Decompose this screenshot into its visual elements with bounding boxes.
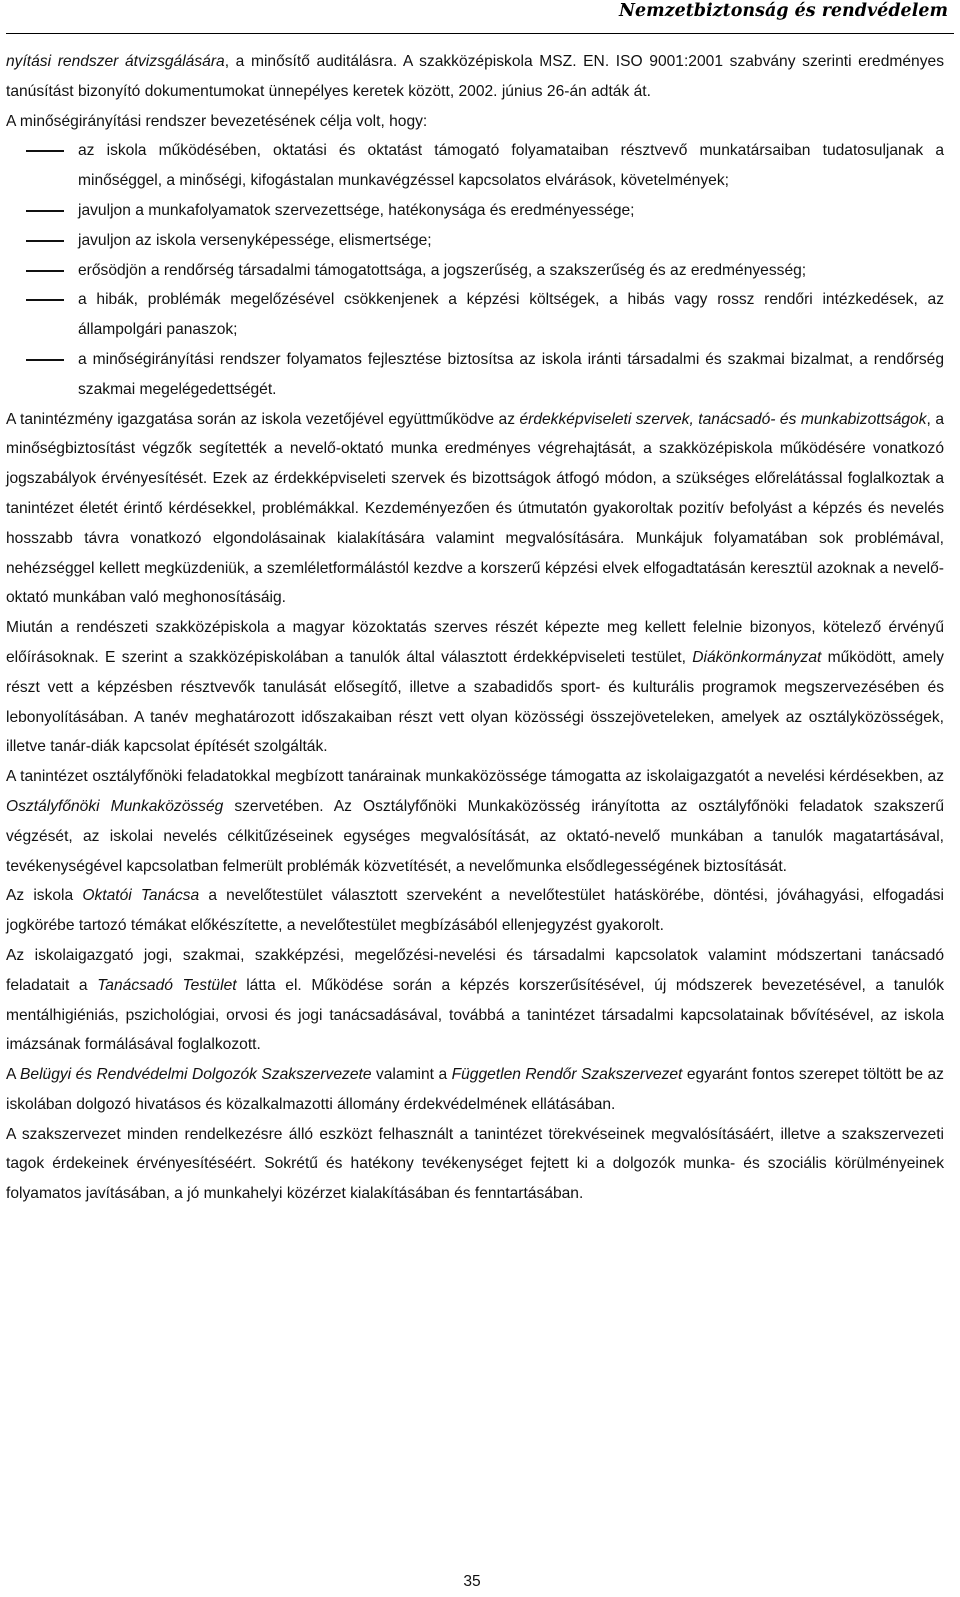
text: látta el. Működése során a képzés korszerűsítésével, új módszerek bevezetésével, a tanulók mentálhigiéniás, pszichológiai, orvosi és jogi tanácsadásával, továbbá a tanintézet társadalmi kapcsolatainak bővítésével, az iskola imázsának formálásával foglalkozott.	[6, 976, 944, 1054]
italic-term: Osztályfőnöki Munkaközösség	[6, 797, 224, 815]
dash-bullet	[26, 210, 64, 212]
paragraph-advisory-board	[6, 941, 944, 1060]
list-item-text: az iskola működésében, oktatási és oktatást támogató folyamataiban résztvevő munkatársaiban tudatosuljanak a minőséggel, a minőségi, kifogástalan munkavégzéssel kapcsolatos elvárások, követelmények;	[78, 142, 944, 190]
goal-list	[6, 136, 944, 404]
text: Az iskola	[6, 887, 83, 905]
page-header	[0, 0, 960, 34]
text: működött, amely részt vett a képzésben résztvevők tanulását elősegítő, illetve a szabadidős sport- és kulturális programok megszervezésében és lebonyolításában. A tanév meghatározott időszakaiban részt vett olyan közösségi összejöveteleken, amelyek az osztályközösségek, illetve tanár-diák kapcsolat építését szolgálták.	[6, 648, 944, 756]
text: egyaránt fontos szerepet töltött be az iskolában dolgozó hivatásos és közalkalmazotti állomány érdekvédelmének ellátásában.	[6, 1066, 944, 1113]
list-item	[6, 136, 944, 196]
dash-bullet	[26, 150, 64, 152]
text: ,	[689, 410, 699, 428]
paragraph-student-government	[6, 613, 944, 762]
goal-lead: A minőségirányítási rendszer bevezetésének célja volt, hogy:	[6, 112, 428, 130]
text: a nevelőtestület választott szerveként a nevelőtestület hatáskörébe, döntési, jóváhagyási, elfogadási jogkörébe tartozó témákat előkészítette, a nevelőtestület megbízásából ellenjegyzést gyakorolt.	[6, 887, 945, 935]
italic-term: érdekképviseleti szervek	[519, 410, 690, 428]
list-item-text: javuljon az iskola versenyképessége, elismertsége;	[78, 231, 432, 249]
text: , a minőségbiztosítást végzők segítették a nevelő-oktató munka eredményes végrehajtását, a szakközépiskola működésére vonatkozó jogszabályok érvényesítését. Ezek az érdekképviseleti szervek és bizottságok átfogó módon, a szükséges előrelátással foglalkoztak a tanintézet életét érintő kérdésekkel, problémákkal. Kezdeményezően és útmutatón gyakoroltak pozitív befolyást a képzés és nevelés hosszabb távra vonatkozó elgondolásainak kialakítására valamint megvalósítására. Munkájuk folyamatában sok problémával, nehézséggel kellett megküzdeniük, a szemléletformálástól kezdve a korszerű képzési elvek elfogadtatásán keresztül azoknak a nevelő-oktató munkában való meghonosításáig.	[6, 410, 944, 607]
intro-text: , a minősítő auditálásra. A szakközépiskola MSZ. EN. ISO 9001:2001 szabvány szerinti eredményes tanúsítást bizonyító dokumentumokat ünnepélyes keretek között, 2002. június 26-án adták át.	[6, 53, 944, 100]
header-title: Nemzetbiztonság és rendvédelem	[619, 1, 948, 21]
paragraph-teaching-council	[6, 881, 944, 941]
list-item-text: a hibák, problémák megelőzésével csökkenjenek a képzési költségek, a hibás vagy rossz rendőri intézkedések, az állampolgári panaszok;	[78, 291, 944, 339]
dash-bullet	[26, 240, 64, 242]
italic-term: Oktatói Tanácsa	[82, 887, 200, 905]
dash-bullet	[26, 270, 64, 272]
dash-bullet	[26, 299, 64, 301]
text: Miután a rendészeti szakközépiskola a magyar közoktatás szerves részét képezte meg kellett felelnie bizonyos, kötelező érvényű előírásoknak. E szerint a szakközépiskolában a tanulók által választott érdekképviseleti testület,	[6, 619, 944, 666]
paragraph-homeroom	[6, 762, 944, 881]
paragraph-governance	[6, 405, 944, 614]
page-number: 35	[463, 1573, 481, 1590]
italic-term: Független Rendőr Szakszervezet	[451, 1066, 683, 1084]
text: Az iskolaigazgató jogi, szakmai, szakképzési, megelőzési-nevelési és társadalmi kapcsolatok valamint módszertani tanácsadó feladatait a	[6, 946, 944, 994]
list-item	[6, 256, 944, 286]
italic-term: Diákönkormányzat	[692, 648, 822, 666]
list-item-text: erősödjön a rendőrség társadalmi támogatottsága, a jogszerűség, a szakszerűség és az eredményesség;	[78, 261, 807, 279]
list-item-text: a minőségirányítási rendszer folyamatos fejlesztése biztosítsa az iskola iránti társadalmi és szakmai bizalmat, a rendőrség szakmai megelégedettségét.	[78, 350, 944, 398]
text: A	[6, 1066, 20, 1084]
italic-term: Tanácsadó Testület	[97, 976, 237, 994]
paragraph-unions	[6, 1060, 944, 1120]
header-rule	[6, 33, 954, 34]
italic-term: tanácsadó- és munkabizottságok	[698, 410, 927, 428]
text: valamint a	[371, 1066, 452, 1084]
paragraph-union-activity: A szakszervezet minden rendelkezésre álló eszközt felhasznált a tanintézet törekvéseinek megvalósításáért, illetve a szakszervezeti tagok érdekeinek érvényesítéséért. Sokrétű és hatékony tevékenységet fejtett ki a dolgozók munka- és szociális körülményeinek folyamatos javításában, a jó munkahelyi közérzet kialakításában és fenntartásában.	[6, 1125, 944, 1203]
document-body	[6, 47, 944, 1209]
list-item	[6, 196, 944, 226]
list-item	[6, 226, 944, 256]
intro-italic: nyítási rendszer átvizsgálására	[6, 53, 225, 70]
text: A tanintézmény igazgatása során az iskola vezetőjével együttműködve az	[6, 410, 520, 428]
dash-bullet	[26, 359, 64, 361]
text: szervetében. Az Osztályfőnöki Munkaközösség irányította az osztályfőnöki feladatok szakszerű végzését, az iskolai nevelés célkitűzéseinek egységes megvalósítását, az oktató-nevelő munkában a tanulók magatartásával, tevékenységével kapcsolatban felmerült problémák közvetítését, a nevelőmunka elsődlegességének biztosítását.	[6, 797, 944, 875]
list-item-text: javuljon a munkafolyamatok szervezettsége, hatékonysága és eredményessége;	[78, 201, 635, 219]
list-item	[6, 285, 944, 345]
list-item	[6, 345, 944, 405]
text: A tanintézet osztályfőnöki feladatokkal megbízott tanárainak munkaközössége támogatta az iskolaigazgatót a nevelési kérdésekben, az	[6, 768, 944, 786]
intro-paragraph	[6, 47, 944, 107]
italic-term: Belügyi és Rendvédelmi Dolgozók Szakszervezete	[20, 1066, 372, 1084]
